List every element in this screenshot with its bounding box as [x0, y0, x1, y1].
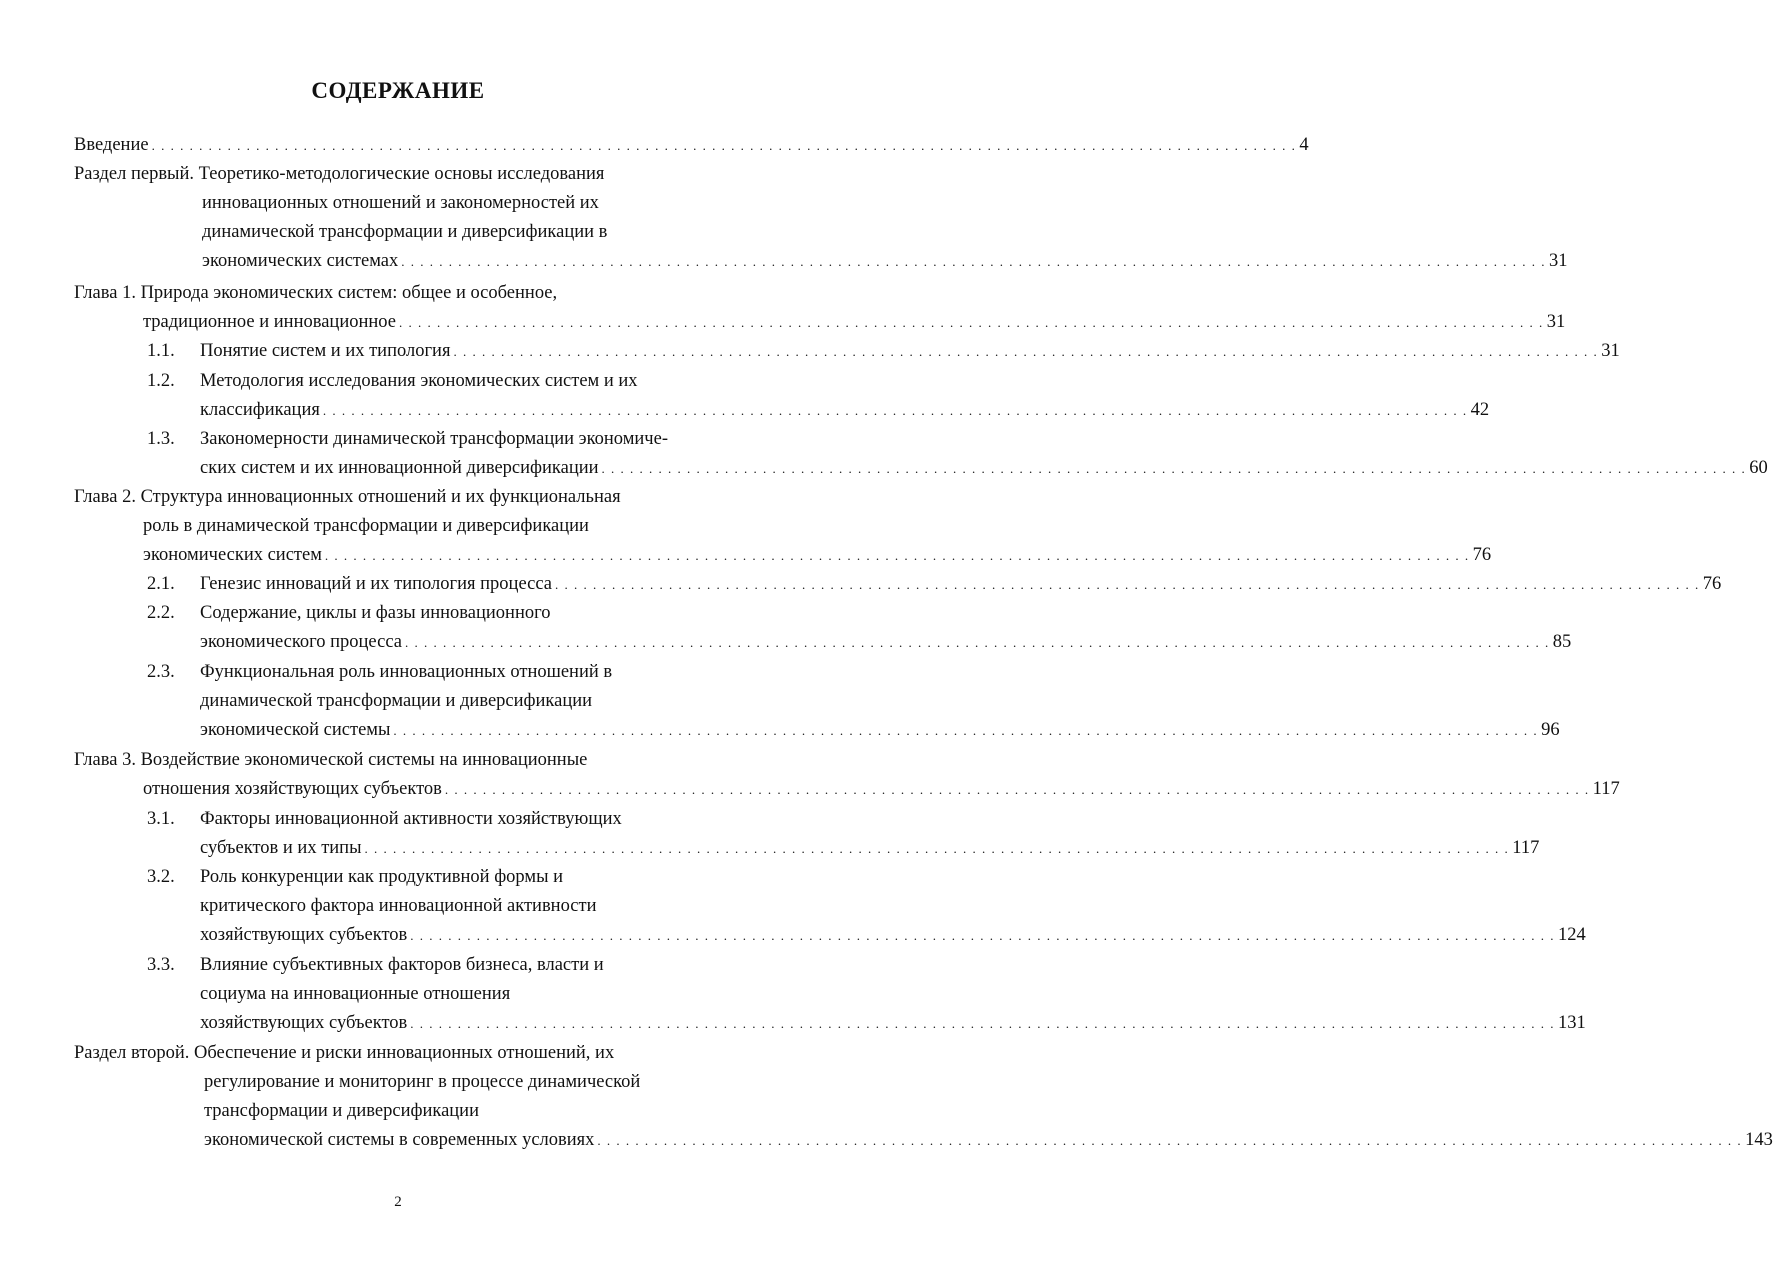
- toc-entry-section-2-1[interactable]: [200, 570, 1722, 599]
- toc-entry-section-2-3-line-1[interactable]: Функциональная роль инновационных отношений в: [200, 662, 613, 682]
- toc-entry-section-3-2-line-2[interactable]: критического фактора инновационной активности: [200, 896, 597, 916]
- toc-entry-title: экономических системах: [202, 251, 399, 271]
- page-number: 2: [394, 1194, 402, 1210]
- dot-leader: . . . . . . . . . . . . . . . . . . . . . . . . . . . . . . . . . . . . . . . . . . . . . . . . . . . . . . . . . . . . . . . . . . . . . . . . . . . . . . . . . . . . . . . . . . . . . . . . . . . . . . . . . . . . . . . . . . . . . . . . .: [444, 782, 1590, 797]
- toc-entry-part-2-line-4[interactable]: [204, 1126, 1773, 1155]
- toc-page-number: 131: [1558, 1013, 1586, 1033]
- toc-entry-part-1-line-1[interactable]: Раздел первый. Теоретико-методологические основы исследования: [74, 164, 605, 184]
- toc-entry-title: ских систем и их инновационной диверсификации: [200, 458, 599, 478]
- toc-entry-section-3-3-line-1[interactable]: Влияние субъективных факторов бизнеса, власти и: [200, 955, 604, 975]
- toc-entry-section-3-2-line-1[interactable]: Роль конкуренции как продуктивной формы и: [200, 867, 564, 887]
- toc-entry-part-1-line-3[interactable]: динамической трансформации и диверсификации в: [202, 222, 608, 242]
- toc-entry-chapter-2-line-2[interactable]: роль в динамической трансформации и диверсификации: [143, 516, 589, 536]
- dot-leader: . . . . . . . . . . . . . . . . . . . . . . . . . . . . . . . . . . . . . . . . . . . . . . . . . . . . . . . . . . . . . . . . . . . . . . . . . . . . . . . . . . . . . . . . . . . . . . . . . . . . . . . . . . . . . . . . . . . . . . . . .: [410, 1016, 1556, 1031]
- toc-page-number: 31: [1601, 341, 1620, 361]
- toc-entry-chapter-3-line-1[interactable]: Глава 3. Воздействие экономической системы на инновационные: [74, 750, 588, 770]
- toc-entry-chapter-2-line-1[interactable]: Глава 2. Структура инновационных отношений и их функциональная: [74, 487, 621, 507]
- section-number: 3.3.: [147, 955, 175, 975]
- toc-entry-section-3-3-line-3[interactable]: [200, 1009, 1586, 1038]
- toc-entry-section-2-2-line-1[interactable]: Содержание, циклы и фазы инновационного: [200, 603, 551, 623]
- section-number: 3.2.: [147, 867, 175, 887]
- dot-leader: . . . . . . . . . . . . . . . . . . . . . . . . . . . . . . . . . . . . . . . . . . . . . . . . . . . . . . . . . . . . . . . . . . . . . . . . . . . . . . . . . . . . . . . . . . . . . . . . . . . . . . . . . . . . . . . . . . . . . . . . .: [597, 1133, 1743, 1148]
- dot-leader: . . . . . . . . . . . . . . . . . . . . . . . . . . . . . . . . . . . . . . . . . . . . . . . . . . . . . . . . . . . . . . . . . . . . . . . . . . . . . . . . . . . . . . . . . . . . . . . . . . . . . . . . . . . . . . . . . . . . . . . . .: [404, 635, 1550, 650]
- section-number: 1.2.: [147, 371, 175, 391]
- toc-page-number: 85: [1552, 632, 1572, 652]
- toc-entry-title: классификация: [200, 400, 320, 420]
- toc-page-number: 31: [1546, 312, 1566, 332]
- dot-leader: . . . . . . . . . . . . . . . . . . . . . . . . . . . . . . . . . . . . . . . . . . . . . . . . . . . . . . . . . . . . . . . . . . . . . . . . . . . . . . . . . . . . . . . . . . . . . . . . . . . . . . . . . . . . . . . . . . . . . . . . .: [555, 577, 1700, 592]
- dot-leader: . . . . . . . . . . . . . . . . . . . . . . . . . . . . . . . . . . . . . . . . . . . . . . . . . . . . . . . . . . . . . . . . . . . . . . . . . . . . . . . . . . . . . . . . . . . . . . . . . . . . . . . . . . . . . . . . . . . . . . . . .: [398, 315, 1544, 330]
- toc-page-number: 4: [1299, 135, 1309, 155]
- toc-entry-title: хозяйствующих субъектов: [200, 1013, 408, 1033]
- toc-entry-section-1-2-line-2[interactable]: [200, 396, 1490, 425]
- dot-leader: . . . . . . . . . . . . . . . . . . . . . . . . . . . . . . . . . . . . . . . . . . . . . . . . . . . . . . . . . . . . . . . . . . . . . . . . . . . . . . . . . . . . . . . . . . . . . . . . . . . . . . . . . . . . . . . . . . . . . . . . .: [364, 841, 1510, 856]
- toc-page-number: 96: [1541, 720, 1560, 740]
- toc-entry-part-2-line-3[interactable]: трансформации и диверсификации: [204, 1101, 479, 1121]
- section-number: 1.1.: [147, 341, 175, 361]
- toc-entry-section-2-3-line-3[interactable]: [200, 716, 1560, 745]
- toc-entry-title: отношения хозяйствующих субъектов: [143, 779, 442, 799]
- page-title: СОДЕРЖАНИЕ: [311, 78, 485, 103]
- dot-leader: . . . . . . . . . . . . . . . . . . . . . . . . . . . . . . . . . . . . . . . . . . . . . . . . . . . . . . . . . . . . . . . . . . . . . . . . . . . . . . . . . . . . . . . . . . . . . . . . . . . . . . . . . . . . . . . . . . . . . . . . .: [410, 928, 1556, 943]
- toc-entry-chapter-2-line-3[interactable]: [143, 541, 1492, 570]
- toc-entry-title: субъектов и их типы: [200, 838, 362, 858]
- toc-entry-title: хозяйствующих субъектов: [200, 925, 408, 945]
- toc-entry-title: Введение: [74, 135, 149, 155]
- toc-entry-part-1-line-2[interactable]: инновационных отношений и закономерностей их: [202, 193, 599, 213]
- toc-page-number: 117: [1592, 779, 1620, 799]
- toc-entry-section-3-1-line-2[interactable]: [200, 834, 1540, 863]
- toc-entry-title: Генезис инноваций и их типология процесса: [200, 574, 552, 594]
- toc-entry-part-2-line-2[interactable]: регулирование и мониторинг в процессе динамической: [204, 1072, 641, 1092]
- section-number: 3.1.: [147, 809, 175, 829]
- toc-page-number: 76: [1702, 574, 1722, 594]
- toc-page-number: 31: [1549, 251, 1568, 271]
- toc-entry-section-1-3-line-2[interactable]: [200, 454, 1768, 483]
- toc-page-number: 143: [1745, 1130, 1773, 1150]
- toc-entry-section-2-3-line-2[interactable]: динамической трансформации и диверсификации: [200, 691, 593, 711]
- toc-entry-part-2-line-1[interactable]: Раздел второй. Обеспечение и риски инновационных отношений, их: [74, 1043, 615, 1063]
- toc-entry-section-3-3-line-2[interactable]: социума на инновационные отношения: [200, 984, 511, 1004]
- dot-leader: . . . . . . . . . . . . . . . . . . . . . . . . . . . . . . . . . . . . . . . . . . . . . . . . . . . . . . . . . . . . . . . . . . . . . . . . . . . . . . . . . . . . . . . . . . . . . . . . . . . . . . . . . . . . . . . . . . . . . . . . .: [601, 461, 1747, 476]
- toc-entry-section-2-2-line-2[interactable]: [200, 628, 1572, 657]
- toc-entry-section-3-1-line-1[interactable]: Факторы инновационной активности хозяйствующих: [200, 809, 622, 829]
- toc-entry-introduction[interactable]: [74, 131, 1309, 160]
- toc-entry-section-3-2-line-3[interactable]: [200, 921, 1586, 950]
- dot-leader: . . . . . . . . . . . . . . . . . . . . . . . . . . . . . . . . . . . . . . . . . . . . . . . . . . . . . . . . . . . . . . . . . . . . . . . . . . . . . . . . . . . . . . . . . . . . . . . . . . . . . . . . . . . . . . . . . . . . . . . . .: [453, 344, 1599, 359]
- toc-entry-title: экономической системы в современных условиях: [204, 1130, 595, 1150]
- toc-entry-title: экономических систем: [143, 545, 322, 565]
- toc-entry-title: экономического процесса: [200, 632, 402, 652]
- toc-entry-section-1-1[interactable]: [200, 337, 1620, 366]
- section-number: 2.1.: [147, 574, 175, 594]
- toc-page-number: 42: [1470, 400, 1490, 420]
- toc-entry-chapter-3-line-2[interactable]: [143, 775, 1620, 804]
- toc-entry-section-1-3-line-1[interactable]: Закономерности динамической трансформации экономиче-: [200, 429, 668, 449]
- toc-page-number: 124: [1558, 925, 1586, 945]
- dot-leader: . . . . . . . . . . . . . . . . . . . . . . . . . . . . . . . . . . . . . . . . . . . . . . . . . . . . . . . . . . . . . . . . . . . . . . . . . . . . . . . . . . . . . . . . . . . . . . . . . . . . . . . . . . . . . . . . . . . . . . . . .: [401, 254, 1547, 269]
- section-number: 2.2.: [147, 603, 175, 623]
- toc-entry-section-1-2-line-1[interactable]: Методология исследования экономических систем и их: [200, 371, 638, 391]
- toc-entry-part-1-line-4[interactable]: [202, 247, 1568, 276]
- toc-entry-chapter-1-line-2[interactable]: [143, 308, 1566, 337]
- dot-leader: . . . . . . . . . . . . . . . . . . . . . . . . . . . . . . . . . . . . . . . . . . . . . . . . . . . . . . . . . . . . . . . . . . . . . . . . . . . . . . . . . . . . . . . . . . . . . . . . . . . . . . . . . . . . . . . . . . . . . . . . .: [393, 723, 1539, 738]
- toc-entry-title: Понятие систем и их типология: [200, 341, 451, 361]
- section-number: 1.3.: [147, 429, 175, 449]
- dot-leader: . . . . . . . . . . . . . . . . . . . . . . . . . . . . . . . . . . . . . . . . . . . . . . . . . . . . . . . . . . . . . . . . . . . . . . . . . . . . . . . . . . . . . . . . . . . . . . . . . . . . . . . . . . . . . . . . . . . . . . . . .: [151, 138, 1297, 153]
- toc-page-number: 76: [1472, 545, 1492, 565]
- toc-entry-title: традиционное и инновационное: [143, 312, 396, 332]
- dot-leader: . . . . . . . . . . . . . . . . . . . . . . . . . . . . . . . . . . . . . . . . . . . . . . . . . . . . . . . . . . . . . . . . . . . . . . . . . . . . . . . . . . . . . . . . . . . . . . . . . . . . . . . . . . . . . . . . . . . . . . . . .: [324, 548, 1470, 563]
- toc-entry-title: экономической системы: [200, 720, 391, 740]
- toc-entry-chapter-1-line-1[interactable]: Глава 1. Природа экономических систем: общее и особенное,: [74, 283, 558, 303]
- section-number: 2.3.: [147, 662, 175, 682]
- toc-page-number: 60: [1749, 458, 1768, 478]
- dot-leader: . . . . . . . . . . . . . . . . . . . . . . . . . . . . . . . . . . . . . . . . . . . . . . . . . . . . . . . . . . . . . . . . . . . . . . . . . . . . . . . . . . . . . . . . . . . . . . . . . . . . . . . . . . . . . . . . . . . . . . . . .: [322, 403, 1468, 418]
- toc-page-number: 117: [1512, 838, 1540, 858]
